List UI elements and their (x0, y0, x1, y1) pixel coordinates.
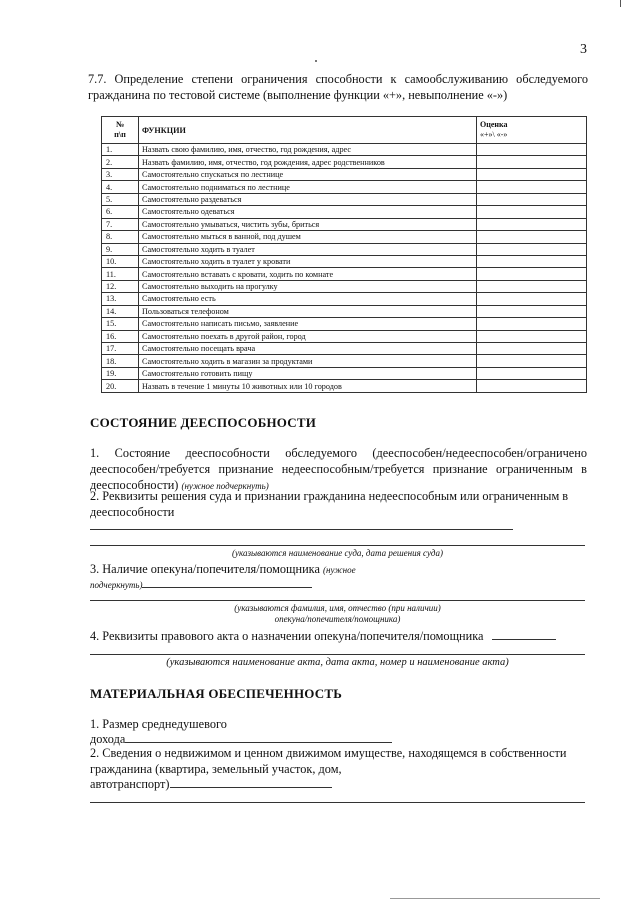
capacity-item-4 (90, 628, 556, 644)
table-row (102, 355, 587, 367)
vehicles-label: автотранспорт) (90, 777, 170, 791)
number-header-line1: № (115, 120, 125, 129)
score-cell[interactable] (477, 305, 587, 317)
score-cell[interactable] (477, 218, 587, 230)
score-cell[interactable] (477, 280, 587, 292)
capacity-item-3-note-a: (нужное (323, 565, 356, 575)
guardian-caption-2: опекуна/попечителя/помощника) (274, 614, 401, 624)
court-decision-caption: (указываются наименование суда, дата решения суда) (232, 548, 443, 558)
function-text: Самостоятельно готовить пищу (139, 367, 477, 379)
score-header-line1: Оценка (480, 120, 508, 129)
score-cell[interactable] (477, 293, 587, 305)
function-text: Самостоятельно написать письмо, заявление (139, 318, 477, 330)
capacity-item-2-text: 2. Реквизиты решения суда и признании гражданина недееспособным или ограниченным в дееспособности (90, 489, 569, 519)
guardian-caption-1: (указываются фамилия, имя, отчество (при наличии) (234, 603, 441, 613)
score-header-line2: «+»\ «-» (480, 130, 508, 139)
score-cell[interactable] (477, 268, 587, 280)
function-text: Самостоятельно мыться в ванной, под душем (139, 231, 477, 243)
table-row (102, 343, 587, 355)
function-text: Самостоятельно раздеваться (139, 193, 477, 205)
score-cell[interactable] (477, 367, 587, 379)
row-number: 8. (102, 231, 139, 243)
table-row (102, 168, 587, 180)
score-cell[interactable] (477, 330, 587, 342)
capacity-item-1-note: (нужное подчеркнуть) (181, 481, 269, 491)
function-text: Самостоятельно подниматься по лестнице (139, 181, 477, 193)
material-item-2-line2: гражданина (квартира, земельный участок, дом, (90, 762, 342, 776)
function-text: Самостоятельно одеваться (139, 206, 477, 218)
section-7-7-intro: 7.7. Определение степени ограничения способности к самообслуживанию обследуемого гражданина по тестовой системе (выполнение функции «+», невыполнение «-») (88, 72, 588, 102)
self-care-functions-table (101, 116, 587, 393)
material-heading: МАТЕРИАЛЬНАЯ ОБЕСПЕЧЕННОСТЬ (90, 686, 343, 701)
row-number: 16. (102, 330, 139, 342)
function-text: Самостоятельно ходить в туалет у кровати (139, 255, 477, 267)
court-decision-line-2[interactable] (90, 545, 585, 546)
row-number: 1. (102, 144, 139, 156)
score-cell[interactable] (477, 318, 587, 330)
score-cell[interactable] (477, 168, 587, 180)
income-blank[interactable] (125, 731, 392, 743)
material-item-2-line3 (90, 776, 332, 792)
functions-column-header: ФУНКЦИИ (139, 117, 477, 144)
score-cell[interactable] (477, 156, 587, 168)
legal-act-line[interactable] (90, 654, 585, 655)
score-cell[interactable] (477, 231, 587, 243)
function-text: Самостоятельно ходить в туалет (139, 243, 477, 255)
table-row (102, 305, 587, 317)
corner-mark (620, 0, 621, 7)
capacity-item-1 (90, 445, 587, 494)
function-text: Самостоятельно поехать в другой район, город (139, 330, 477, 342)
table-row (102, 206, 587, 218)
scan-speck (315, 60, 317, 62)
material-item-1-line1: 1. Размер среднедушевого (90, 717, 227, 731)
guardian-blank[interactable] (142, 576, 312, 588)
score-cell[interactable] (477, 343, 587, 355)
function-text: Назвать фамилию, имя, отчество, год рождения, адрес родственников (139, 156, 477, 168)
row-number: 13. (102, 293, 139, 305)
row-number: 19. (102, 367, 139, 379)
row-number: 4. (102, 181, 139, 193)
capacity-item-3-note-line (90, 576, 312, 593)
score-cell[interactable] (477, 193, 587, 205)
footer-rule (390, 898, 600, 899)
score-cell[interactable] (477, 255, 587, 267)
score-cell[interactable] (477, 380, 587, 392)
guardian-name-line[interactable] (90, 600, 585, 601)
score-cell[interactable] (477, 206, 587, 218)
function-text: Самостоятельно посещать врача (139, 343, 477, 355)
table-row (102, 280, 587, 292)
table-row (102, 293, 587, 305)
function-text: Самостоятельно выходить на прогулку (139, 280, 477, 292)
table-row (102, 380, 587, 392)
row-number: 17. (102, 343, 139, 355)
row-number: 9. (102, 243, 139, 255)
table-row (102, 318, 587, 330)
table-row (102, 144, 587, 156)
row-number: 20. (102, 380, 139, 392)
property-blank[interactable] (170, 776, 332, 788)
row-number: 15. (102, 318, 139, 330)
row-number: 12. (102, 280, 139, 292)
function-text: Назвать в течение 1 минуты 10 животных или 10 городов (139, 380, 477, 392)
function-text: Самостоятельно ходить в магазин за продуктами (139, 355, 477, 367)
function-text: Пользоваться телефоном (139, 305, 477, 317)
material-item-2-line1: 2. Сведения о недвижимом и ценном движимом имуществе, находящемся в собственности (90, 746, 567, 760)
capacity-item-3-note-b: подчеркнуть) (90, 580, 143, 590)
row-number: 7. (102, 218, 139, 230)
score-column-header (477, 117, 587, 144)
table-row (102, 156, 587, 168)
table-row (102, 231, 587, 243)
row-number: 11. (102, 268, 139, 280)
row-number: 14. (102, 305, 139, 317)
function-text: Самостоятельно спускаться по лестнице (139, 168, 477, 180)
page-number: 3 (580, 42, 587, 57)
capacity-item-4-text: 4. Реквизиты правового акта о назначении опекуна/попечителя/помощника (90, 629, 484, 643)
court-decision-line-1[interactable] (90, 529, 513, 530)
property-line[interactable] (90, 802, 585, 803)
table-row (102, 218, 587, 230)
table-row (102, 330, 587, 342)
table-row (102, 367, 587, 379)
table-row (102, 181, 587, 193)
row-number: 6. (102, 206, 139, 218)
function-text: Самостоятельно вставать с кровати, ходить по комнате (139, 268, 477, 280)
legal-act-caption: (указываются наименование акта, дата акта, номер и наименование акта) (166, 657, 509, 668)
table-header-row (102, 117, 587, 144)
number-column-header (102, 117, 139, 144)
table-row (102, 255, 587, 267)
function-text: Назвать свою фамилию, имя, отчество, год рождения, адрес (139, 144, 477, 156)
function-text: Самостоятельно есть (139, 293, 477, 305)
capacity-item-1-text: 1. Состояние дееспособности обследуемого (дееспособен/недееспособен/ограничено дееспособен/требуется признание недееспособным/требуется признание ограниченным в дееспособности) (90, 446, 587, 492)
score-cell[interactable] (477, 355, 587, 367)
legal-act-blank[interactable] (492, 628, 556, 640)
score-cell[interactable] (477, 181, 587, 193)
capacity-heading: СОСТОЯНИЕ ДЕЕСПОСОБНОСТИ (90, 415, 317, 430)
score-cell[interactable] (477, 144, 587, 156)
row-number: 5. (102, 193, 139, 205)
row-number: 2. (102, 156, 139, 168)
capacity-item-3-text: 3. Наличие опекуна/попечителя/помощника (90, 562, 320, 576)
function-text: Самостоятельно умываться, чистить зубы, бриться (139, 218, 477, 230)
row-number: 18. (102, 355, 139, 367)
row-number: 10. (102, 255, 139, 267)
table-row (102, 243, 587, 255)
score-cell[interactable] (477, 243, 587, 255)
number-header-line2: п\п (114, 130, 126, 139)
table-row (102, 193, 587, 205)
table-row (102, 268, 587, 280)
row-number: 3. (102, 168, 139, 180)
income-label: дохода (90, 732, 126, 746)
